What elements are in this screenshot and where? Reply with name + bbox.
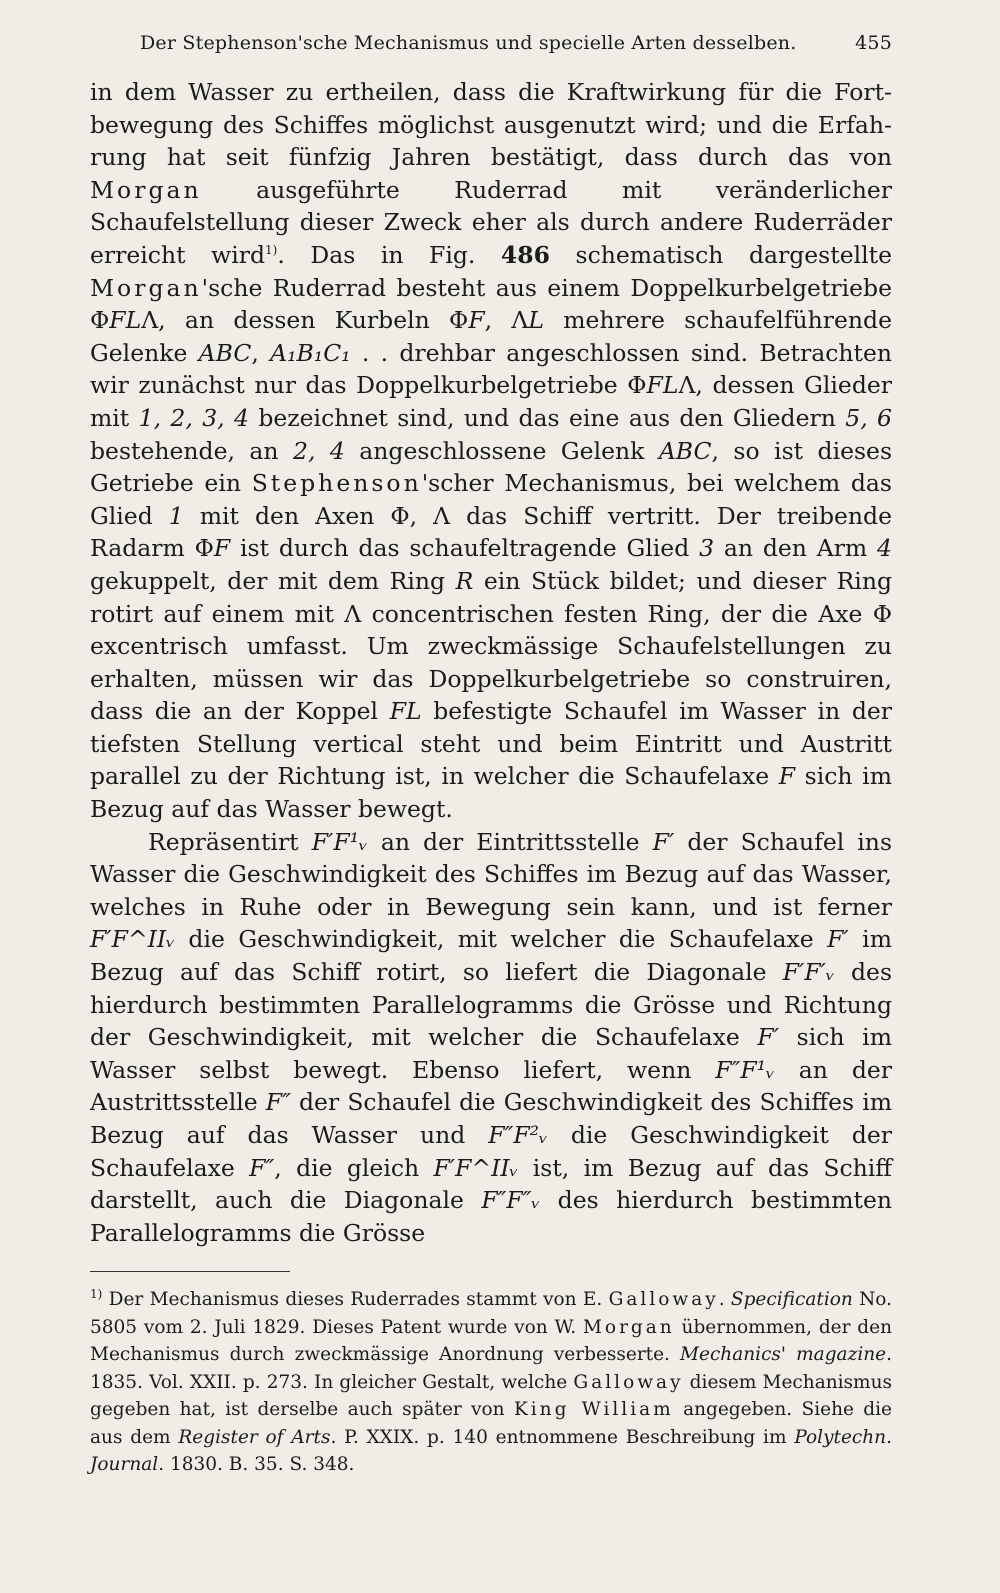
main-text — [90, 76, 892, 1249]
text-run: an der Austrittsstelle — [90, 1055, 892, 1117]
text-run: die Geschwindigkeit der Schaufelaxe — [90, 1121, 892, 1182]
text-run: angegeben. Siehe die aus dem — [90, 1399, 892, 1448]
page-number: 455 — [855, 32, 892, 54]
text-run: der Schaufel die Geschwindigkeit des Schiffes im Bezug auf das Wasser und — [90, 1088, 892, 1149]
italic-text: 5, 6 — [845, 403, 892, 432]
text-run: übernommen, der den Mechanismus durch zweckmässige Anordnung verbesserte. — [90, 1316, 892, 1366]
italic-text: Mechanics' magazine — [680, 1344, 887, 1366]
italic-text: F — [468, 306, 485, 335]
text-run: ist, im Bezug auf das Schiff darstellt, auch die Diagonale — [90, 1153, 892, 1215]
footnote-divider — [90, 1271, 290, 1272]
text-run: Λ, an dessen Kurbeln Φ — [141, 306, 469, 335]
italic-text: F′ — [757, 1023, 780, 1052]
text-run: schematisch dargestellte — [549, 240, 892, 269]
footnote-text — [90, 1286, 892, 1479]
italic-text: Polytechn. Journal — [90, 1426, 892, 1476]
italic-text: 4 — [877, 534, 892, 563]
text-run: . 1830. B. 35. S. 348. — [158, 1454, 355, 1476]
text-run: des hierdurch bestimmten Parallelogramms die Grösse — [90, 1186, 892, 1247]
text-run: mit den Axen Φ, Λ das Schiff vertritt. Der treibende Radarm Φ — [90, 501, 892, 563]
italic-text: Specification — [730, 1289, 853, 1311]
spaced-name: Morgan — [90, 175, 202, 204]
italic-text: A₁B₁C₁ — [270, 338, 351, 367]
text-run: . — [718, 1289, 731, 1311]
text-run: 'sche Ruderrad besteht aus einem Doppelkurbelgetriebe Φ — [90, 273, 892, 335]
italic-text: Register of Arts — [178, 1426, 331, 1448]
text-run: in dem Wasser zu ertheilen, dass die Kraftwirkung für die Fortbewegung des Schiffes möglichst ausgenutzt wird; und die Erfahrung hat seit fünfzig Jahren bestätigt, dass durch das von — [90, 78, 892, 172]
text-run: ausgeführte Ruderrad mit veränderlicher Schaufelstellung dieser Zweck eher als durch andere Ruderräder erreicht wird — [90, 175, 892, 269]
italic-text: F″F¹ᵥ — [715, 1055, 775, 1084]
italic-text: F — [778, 762, 796, 791]
footnote-marker: 1) — [90, 1287, 103, 1302]
spaced-name: Morgan — [90, 273, 202, 302]
italic-text: R — [455, 566, 474, 595]
spaced-name: Galloway — [608, 1289, 719, 1311]
text-run: . Das in Fig. — [277, 240, 501, 269]
italic-text: FL — [646, 371, 679, 400]
text-run: der Schaufel ins Wasser die Geschwindigkeit des Schiffes im Bezug auf das Wasser, welches in Ruhe oder in Bewegung sein kann, und ist ferner — [90, 827, 892, 921]
spaced-name: Galloway — [573, 1371, 684, 1393]
footnote — [90, 1286, 892, 1479]
italic-text: F′ — [827, 925, 849, 954]
text-run: gekuppelt, der mit dem Ring — [90, 566, 456, 595]
text-run: befestigte Schaufel im Wasser in der tiefsten Stellung vertical steht und beim Eintritt und Austritt parallel zu der Richtung ist, in welcher die Schaufelaxe — [90, 697, 893, 791]
text-run: Λ, dessen Glieder mit — [90, 371, 892, 432]
italic-text: ABC — [198, 338, 252, 367]
text-run: Repräsentirt — [148, 827, 312, 856]
paragraph-1 — [90, 76, 892, 826]
text-run: angeschlossene Gelenk — [344, 436, 659, 465]
paragraph-2 — [90, 826, 892, 1250]
text-run: mehrere schaufelführende Gelenke — [90, 306, 892, 367]
footnote-marker: 1) — [265, 243, 278, 258]
text-run: Der Mechanismus dieses Ruderrades stammt von E. — [102, 1289, 609, 1311]
text-run: an den Arm — [714, 534, 878, 563]
italic-text: F′F¹ᵥ — [311, 827, 368, 856]
italic-text: ABC — [658, 436, 712, 465]
italic-text: F″ — [265, 1088, 291, 1117]
italic-text: F — [213, 534, 231, 563]
text-run: . P. XXIX. p. 140 entnommene Beschreibung im — [330, 1426, 795, 1448]
text-run: bezeichnet sind, und das eine aus den Gliedern — [248, 403, 846, 432]
text-run: diesem Mechanismus gegeben hat, ist derselbe auch später von — [90, 1371, 892, 1421]
spaced-name: Morgan — [582, 1316, 675, 1338]
text-run: , Λ — [484, 306, 529, 335]
text-run: des hierdurch bestimmten Parallelogramms die Grösse und Richtung der Geschwindigkeit, mit welcher die Schaufelaxe — [90, 958, 893, 1052]
italic-text: F″ — [249, 1153, 275, 1182]
italic-text: 3 — [699, 534, 715, 563]
italic-text: 2, 4 — [293, 436, 345, 465]
spaced-name: King William — [513, 1399, 674, 1421]
text-run: sich im Bezug auf das Wasser bewegt. — [90, 762, 892, 824]
text-run: . . drehbar angeschlossen sind. Betrachten wir zunächst nur das Doppelkurbelgetriebe Φ — [90, 338, 892, 400]
italic-text: F″F″ᵥ — [481, 1186, 541, 1215]
figure-number: 486 — [500, 240, 550, 269]
italic-text: 1 — [168, 501, 184, 530]
italic-text: F′ — [652, 827, 675, 856]
italic-text: F′F^IIᵥ — [433, 1153, 519, 1182]
text-run: . 1835. Vol. XXII. p. 273. In gleicher Gestalt, welche — [90, 1344, 892, 1393]
spaced-name: Stephenson — [251, 469, 422, 498]
italic-text: F′F^IIᵥ — [90, 925, 175, 954]
text-run: , — [251, 338, 271, 367]
text-run: No. 5805 vom 2. Juli 1829. Dieses Patent wurde von W. — [90, 1289, 892, 1338]
text-run: sich im Wasser selbst bewegt. Ebenso liefert, wenn — [90, 1023, 892, 1084]
running-header — [140, 32, 892, 54]
text-run: die Geschwindigkeit, mit welcher die Schaufelaxe — [174, 925, 828, 954]
italic-text: L — [528, 306, 544, 335]
text-run: im Bezug auf das Schiff rotirt, so liefert die Diagonale — [90, 925, 892, 987]
text-run: , die gleich — [274, 1153, 434, 1182]
text-run: an der Eintrittsstelle — [367, 827, 653, 856]
text-run: ist durch das schaufeltragende Glied — [230, 534, 700, 563]
text-run: , so ist dieses Getriebe ein — [90, 436, 893, 498]
italic-text: F″F²ᵥ — [488, 1121, 548, 1149]
text-run: ein Stück bildet; und dieser Ring rotirt auf einem mit Λ concentrischen festen Ring, der die Axe Φ excentrisch umfasst. Um zweckmässige Schaufelstellungen zu erhalten, müssen wir das Doppelkurbelgetriebe so construiren, dass die an der Koppel — [90, 566, 892, 726]
italic-text: FL — [389, 697, 422, 726]
text-run: 'scher Mechanismus, bei welchem das Glied — [90, 469, 892, 530]
running-title: Der Stephenson'sche Mechanismus und specielle Arten desselben. — [140, 32, 797, 54]
italic-text: F′F′ᵥ — [782, 958, 835, 987]
italic-text: 1, 2, 3, 4 — [138, 403, 249, 432]
italic-text: FL — [109, 306, 142, 335]
text-run: bestehende, an — [90, 436, 293, 465]
